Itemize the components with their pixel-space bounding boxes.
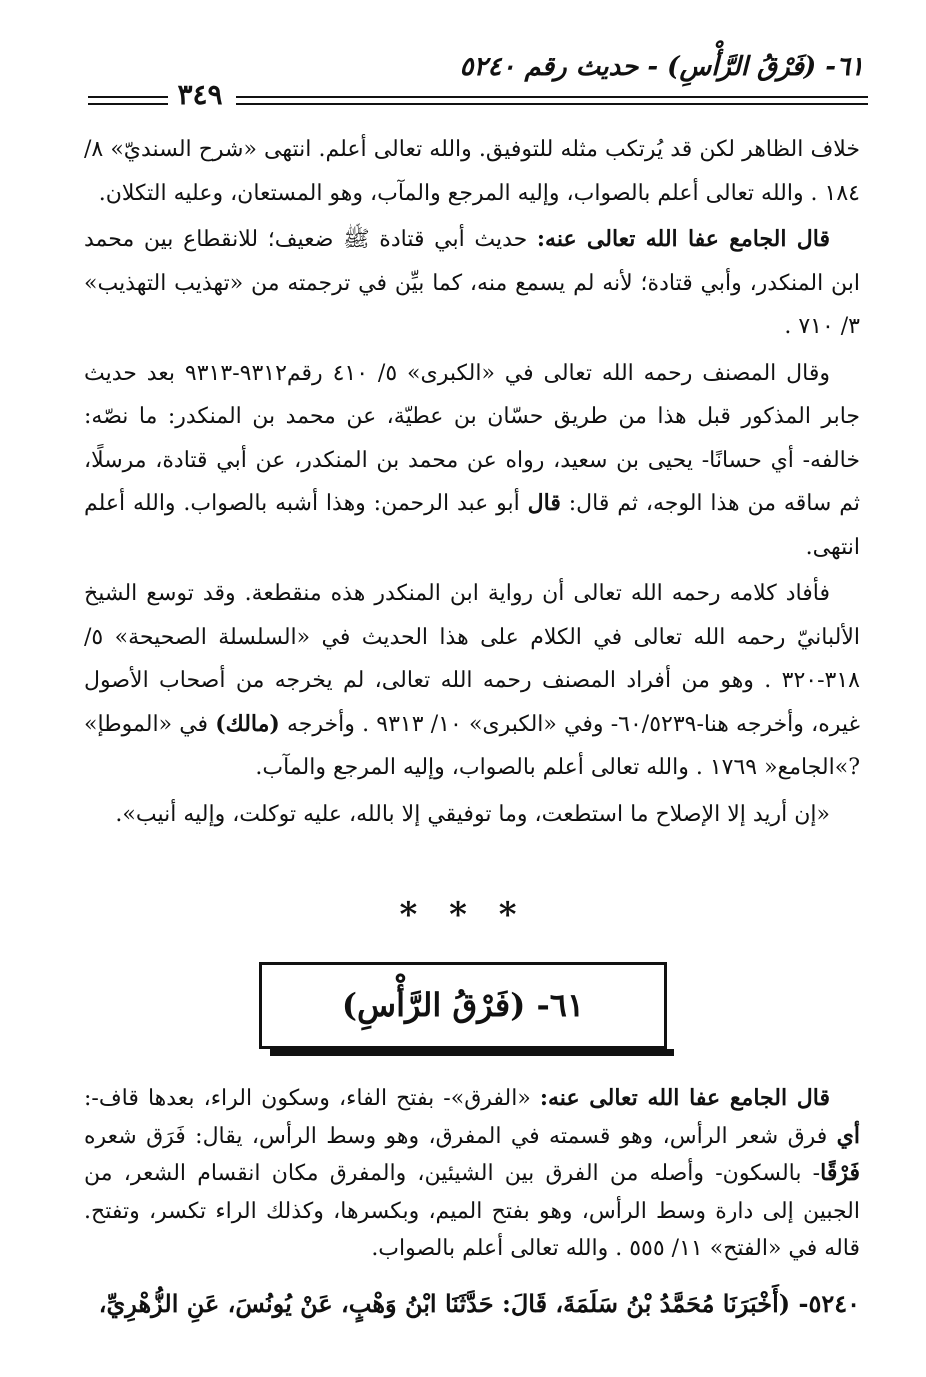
chapter-intro-paragraph	[84, 1080, 860, 1268]
chapter-intro-a: «الفرق»- بفتح الفاء، وسكون الراء، بعدها قاف-:	[84, 1086, 540, 1111]
hadith-chain-line: ٥٢٤٠- (أَخْبَرَنَا مُحَمَّدُ بْنُ سَلَمَةَ، قَالَ: حَدَّثَنَا ابْنُ وَهْبٍ، عَنْ يُونُسَ، عَنِ الزُّهْرِيِّ،	[98, 1289, 860, 1318]
author-note-bold: قال	[527, 490, 561, 516]
chapter-heading-box	[259, 962, 667, 1049]
analysis-end: في «الموطإ» ?»الجامع« ١٧٦٩ . والله تعالى أعلم بالصواب، وإليه المرجع والمآب.	[84, 711, 860, 780]
body-text	[84, 128, 860, 836]
compiler-label: قال الجامع عفا الله تعالى عنه:	[536, 226, 830, 252]
author-note-text: وقال المصنف رحمه الله تعالى في «الكبرى» ٥/ ٤١٠ رقم٩٣١٢-٩٣١٣ بعد حديث جابر المذكور قبل هذا من طريق حسّان بن عطيّة، عن محمد بن المنكدر: ما نصّه: خالفه- أي حسانًا- يحيى بن سعيد، رواه عن محمد بن المنكدر، عن أبي قتادة، مرسلًا، ثم ساقه من هذا الوجه، ثم قال:	[84, 360, 860, 516]
paragraph-analysis	[84, 572, 860, 790]
paragraph-closing-quote: «إن أريد إلا الإصلاح ما استطعت، وما توفيقي إلا بالله، عليه توكلت، وإليه أنيب».	[115, 801, 830, 827]
chapter-intro-bold-ay: أي	[836, 1122, 860, 1149]
paragraph-sharh-quote: خلاف الظاهر لكن قد يُرتكب مثله للتوفيق. والله تعالى أعلم. انتهى «شرح السنديّ» ٨/ ١٨٤ . والله تعالى أعلم بالصواب، وإليه المرجع والمآب، وهو المستعان، وعليه التكلان.	[84, 137, 860, 206]
header-rule	[236, 96, 868, 98]
section-separator: * * *	[399, 895, 527, 935]
header-rule-short	[88, 96, 168, 98]
chapter-intro-c: - بالسكون- وأصله من الفرق بين الشيئين، والمفرق مكان انقسام الشعر، من الجبين إلى دارة وسط الرأس، وهو بفتح الميم، وبكسرها، وكذلك الراء تكسر، وتفتح. قاله في «الفتح» ١١/ ٥٥٥ . والله تعالى أعلم بالصواب.	[84, 1161, 860, 1261]
page-number: ٣٤٩	[177, 78, 223, 111]
chapter-intro-bold-farqan: فَرْقًا	[820, 1160, 860, 1186]
chapter-compiler-label: قال الجامع عفا الله تعالى عنه:	[539, 1085, 831, 1111]
chapter-intro	[84, 1080, 860, 1268]
chapter-title: ٦١- (فَرْقُ الرَّأْسِ)	[341, 986, 585, 1024]
running-header-title: ٦١- (فَرْقُ الرَّأْسِ) - حديث رقم ٥٢٤٠	[459, 52, 864, 82]
analysis-bold-malik: (مالك)	[215, 710, 280, 737]
author-note-end: أبو عبد الرحمن: وهذا أشبه بالصواب. والله أعلم انتهى.	[84, 491, 860, 560]
paragraph-author-note	[84, 352, 860, 570]
paragraph-compiler-note	[84, 218, 860, 349]
chapter-intro-b: فرق شعر الرأس، وهو قسمته في المفرق، وهو وسط الرأس، يقال: فَرَق شعره	[84, 1123, 837, 1149]
compiler-note-text: حديث أبي قتادة ﷺ ضعيف؛ للانقطاع بين محمد ابن المنكدر، وأبي قتادة؛ لأنه لم يسمع منه، كما بيِّن في ترجمته من «تهذيب التهذيب» ٣/ ٧١٠ .	[84, 227, 860, 339]
analysis-text: فأفاد كلامه رحمه الله تعالى أن رواية ابن المنكدر هذه منقطعة. وقد توسع الشيخ الألبانيّ رحمه الله تعالى في الكلام على هذا الحديث في «السلسلة الصحيحة» ٥/ ٣١٨-٣٢٠ . وهو من أفراد المصنف رحمه الله تعالى، لم يخرجه من أصحاب الأصول غيره، وأخرجه هنا-٦٠/٥٢٣٩- وفي «الكبرى» ١٠/ ٩٣١٣ . وأخرجه	[84, 581, 861, 737]
